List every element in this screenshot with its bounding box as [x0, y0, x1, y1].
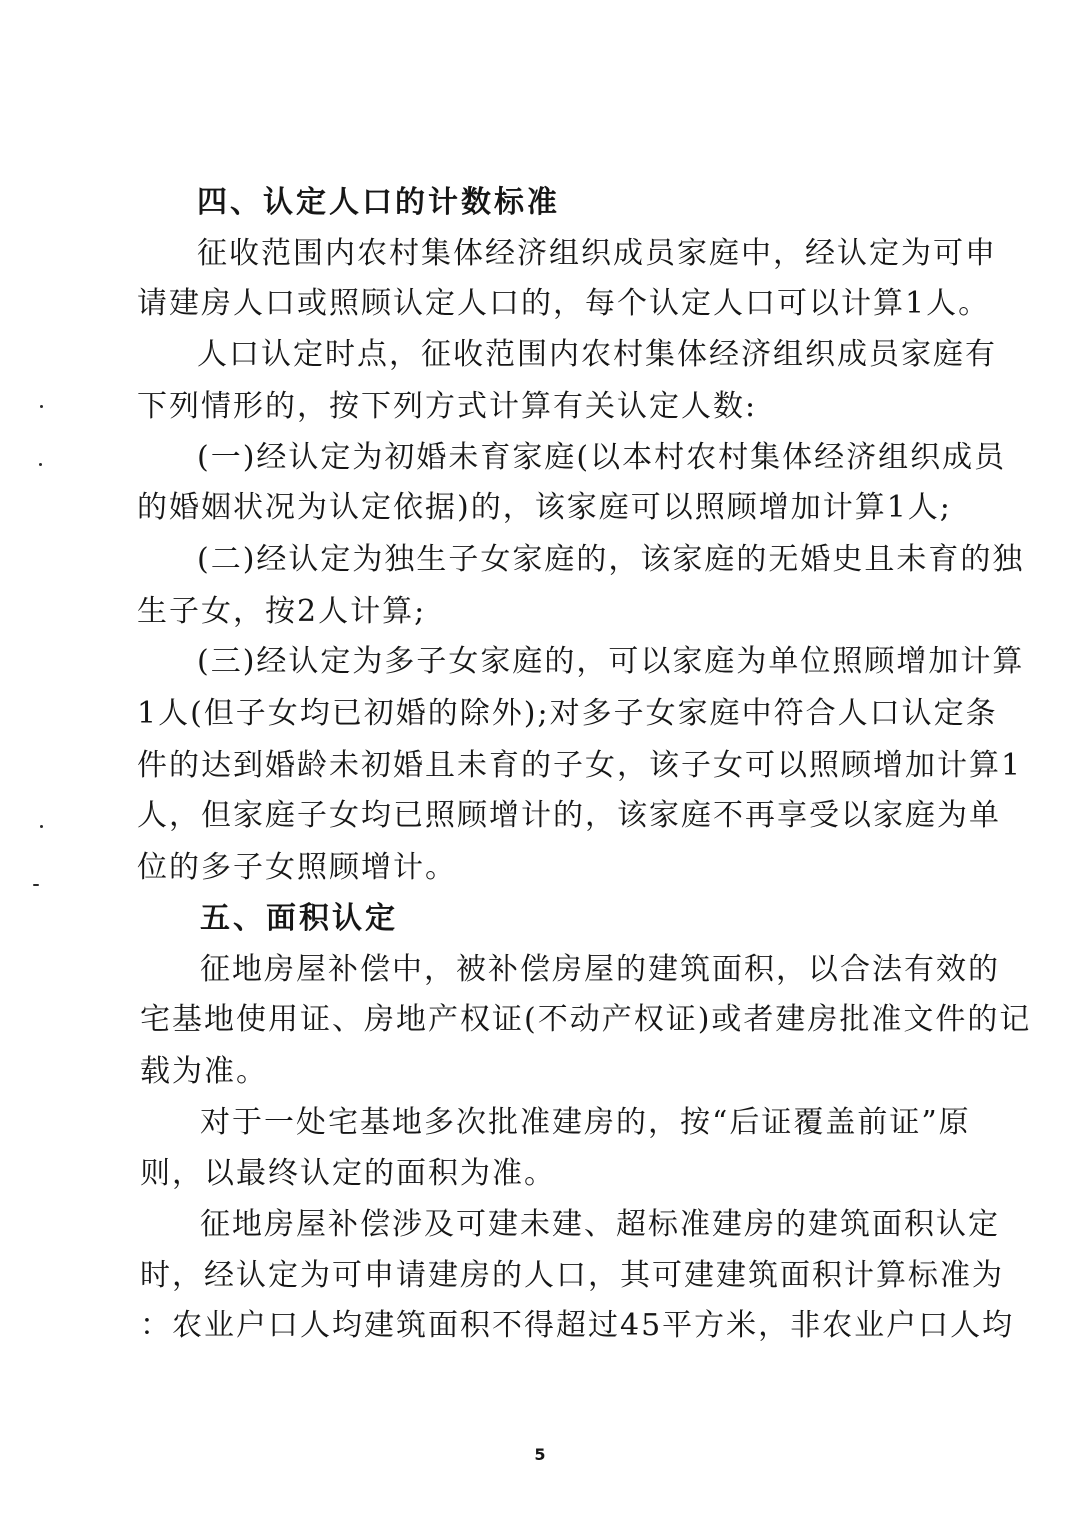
paragraph-line: 宅基地使用证、房地产权证(不动产权证)或者建房批准文件的记: [140, 1002, 1032, 1037]
paragraph-line: (二)经认定为独生子女家庭的，该家庭的无婚史且未育的独: [197, 542, 1025, 577]
paragraph-line: 件的达到婚龄未初婚且未育的子女，该子女可以照顾增加计算1: [137, 748, 1023, 783]
paragraph-line: 征收范围内农村集体经济组织成员家庭中，经认定为可申: [197, 236, 997, 271]
scan-speck: [40, 405, 43, 408]
scan-speck: [40, 825, 43, 828]
scan-speck: [33, 884, 39, 886]
paragraph-line: (三)经认定为多子女家庭的，可以家庭为单位照顾增加计算: [197, 644, 1025, 679]
paragraph-line: 生子女，按2人计算;: [137, 594, 427, 629]
paragraph-line: 人，但家庭子女均已照顾增计的，该家庭不再享受以家庭为单: [137, 798, 1001, 833]
paragraph-line: 对于一处宅基地多次批准建房的，按“后证覆盖前证”原: [200, 1105, 971, 1140]
paragraph-line: 请建房人口或照顾认定人口的，每个认定人口可以计算1人。: [137, 286, 991, 321]
paragraph-line: 载为准。: [140, 1054, 268, 1089]
paragraph-line: 的婚姻状况为认定依据)的，该家庭可以照顾增加计算1人;: [137, 490, 952, 525]
paragraph-line: ：农业户口人均建筑面积不得超过45平方米，非农业户口人均: [140, 1308, 1015, 1343]
paragraph-line: 人口认定时点，征收范围内农村集体经济组织成员家庭有: [197, 337, 997, 372]
paragraph-line: 1人(但子女均已初婚的除外);对多子女家庭中符合人口认定条: [137, 696, 998, 731]
page-number: 5: [534, 1445, 546, 1464]
paragraph-line: (一)经认定为初婚未育家庭(以本村农村集体经济组织成员: [197, 440, 1007, 475]
paragraph-line: 时，经认定为可申请建房的人口，其可建建筑面积计算标准为: [140, 1258, 1004, 1293]
scan-speck: [39, 463, 42, 466]
section-heading: 五、面积认定: [200, 901, 398, 936]
paragraph-line: 则，以最终认定的面积为准。: [140, 1156, 556, 1191]
paragraph-line: 位的多子女照顾增计。: [137, 850, 457, 885]
paragraph-line: 征地房屋补偿涉及可建未建、超标准建房的建筑面积认定: [200, 1207, 1000, 1242]
section-heading: 四、认定人口的计数标准: [197, 185, 560, 220]
paragraph-line: 征地房屋补偿中，被补偿房屋的建筑面积，以合法有效的: [200, 952, 1000, 987]
paragraph-line: 下列情形的，按下列方式计算有关认定人数:: [137, 389, 758, 424]
